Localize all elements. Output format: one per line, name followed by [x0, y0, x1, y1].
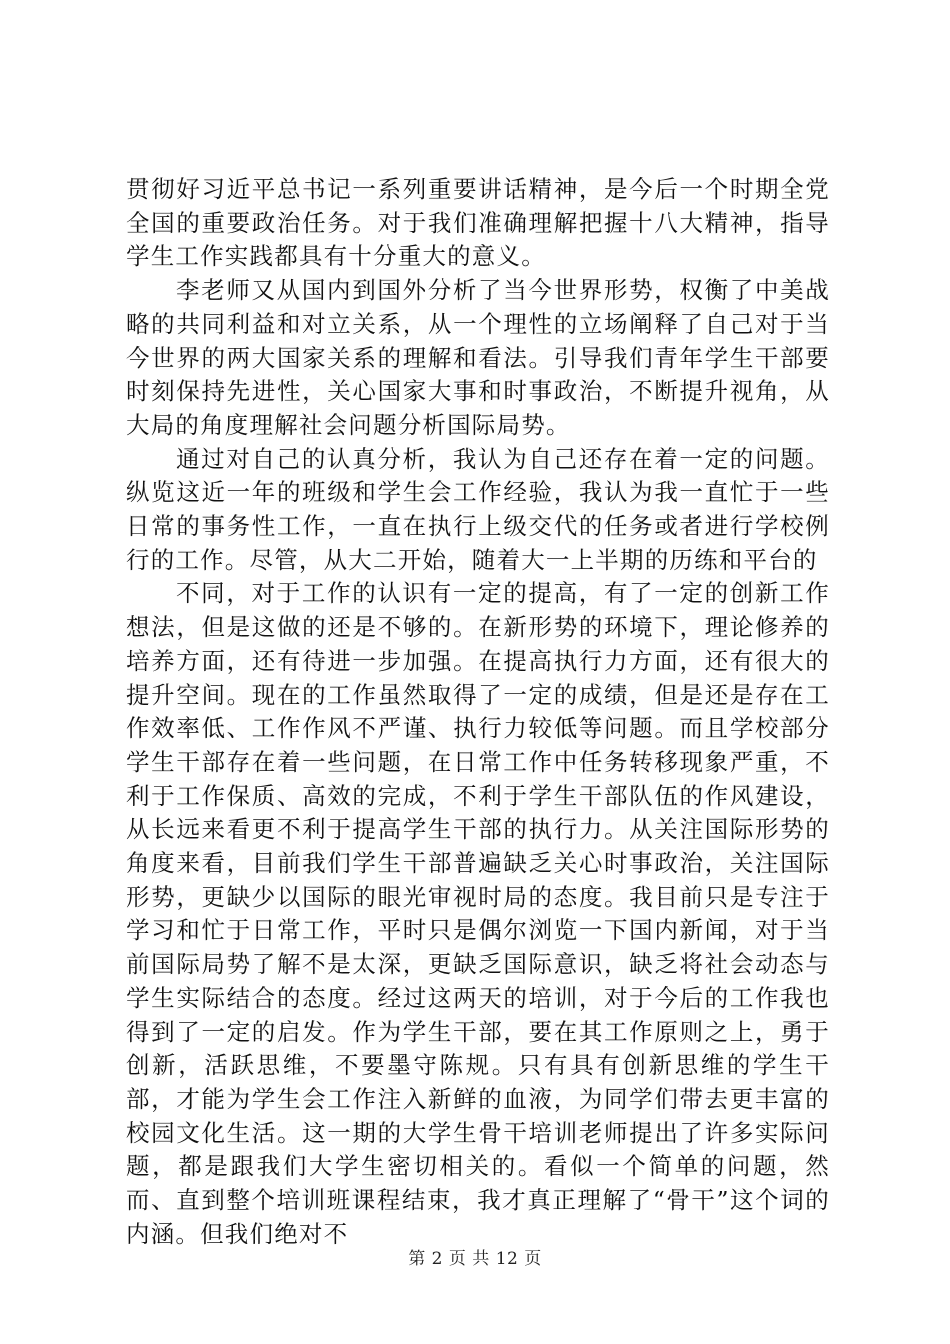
page-number-footer: 第 2 页 共 12 页 — [408, 1249, 542, 1269]
document-body — [126, 173, 830, 1252]
paragraph-2: 李老师又从国内到国外分析了当今世界形势，权衡了中美战略的共同利益和对立关系，从一个理性的立场阐释了自己对于当今世界的两大国家关系的理解和看法。引导我们青年学生干部要时刻保持先进性，关心国家大事和时事政治，不断提升视角，从大局的角度理解社会问题分析国际局势。 — [126, 276, 830, 439]
paragraph-1: 贯彻好习近平总书记一系列重要讲话精神，是今后一个时期全党全国的重要政治任务。对于我们准确理解把握十八大精神，指导学生工作实践都具有十分重大的意义。 — [126, 175, 830, 271]
paragraph-4: 不同，对于工作的认识有一定的提高，有了一定的创新工作想法，但是这做的还是不够的。在新形势的环境下，理论修养的培养方面，还有待进一步加强。在提高执行力方面，还有很大的提升空间。现在的工作虽然取得了一定的成绩，但是还是存在工作效率低、工作作风不严谨、执行力较低等问题。而且学校部分学生干部存在着一些问题，在日常工作中任务转移现象严重，不利于工作保质、高效的完成，不利于学生干部队伍的作风建设，从长远来看更不利于提高学生干部的执行力。从关注国际形势的角度来看，目前我们学生干部普遍缺乏关心时事政治，关注国际形势，更缺少以国际的眼光审视时局的态度。我目前只是专注于学习和忙于日常工作，平时只是偶尔浏览一下国内新闻，对于当前国际局势了解不是太深，更缺乏国际意识，缺乏将社会动态与学生实际结合的态度。经过这两天的培训，对于今后的工作我也得到了一定的启发。作为学生干部，要在其工作原则之上，勇于创新，活跃思维，不要墨守陈规。只有具有创新思维的学生干部，才能为学生会工作注入新鲜的血液，为同学们带去更丰富的校园文化生活。这一期的大学生骨干培训老师提出了许多实际问题，都是跟我们大学生密切相关的。看似一个简单的问题，然而、直到整个培训班课程结束，我才真正理解了“骨干”这个词的内涵。但我们绝对不 — [126, 579, 830, 1248]
paragraph-3: 通过对自己的认真分析，我认为自己还存在着一定的问题。纵览这近一年的班级和学生会工作经验，我认为我一直忙于一些日常的事务性工作，一直在执行上级交代的任务或者进行学校例行的工作。尽管，从大二开始，随着大一上半期的历练和平台的 — [126, 444, 830, 574]
